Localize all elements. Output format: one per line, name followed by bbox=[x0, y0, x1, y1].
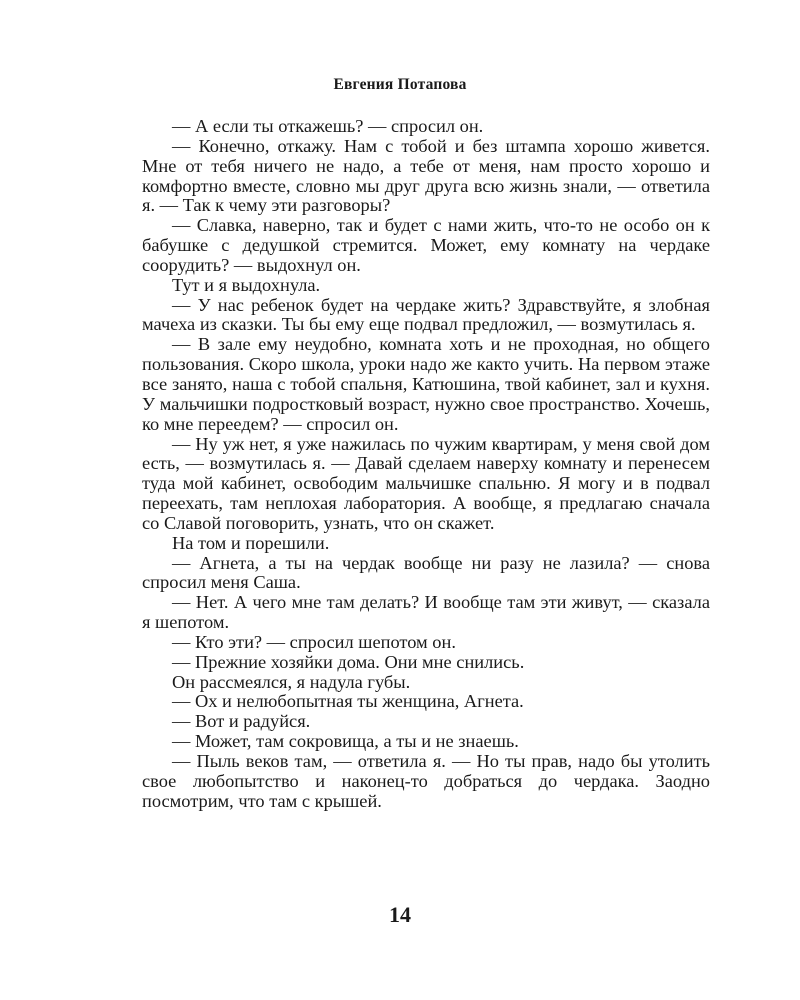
paragraph: — Ох и нелюбопытная ты женщина, Агнета. bbox=[172, 691, 524, 712]
paragraph: — Славка, наверно, так и будет с нами жить, что-то не особо он к бабушке с дедушкой стремится. Может, ему комнату на чердаке соорудить? — выдохнул он. bbox=[142, 215, 710, 275]
paragraph: — Агнета, а ты на чердак вообще ни разу не лазила? — снова спросил меня Саша. bbox=[142, 552, 710, 593]
paragraph: Он рассмеялся, я надула губы. bbox=[172, 671, 411, 692]
paragraph: — Нет. А чего мне там делать? И вообще там эти живут, — сказала я шепотом. bbox=[142, 592, 710, 633]
paragraph: — Может, там сокровища, а ты и не знаешь. bbox=[172, 731, 519, 752]
page-number: 14 bbox=[389, 902, 411, 927]
paragraph: — Ну уж нет, я уже нажилась по чужим квартирам, у меня свой дом есть, — возмутилась я. — Давай сделаем наверху комнату и перенесем туда мой кабинет, освободим мальчишке спальню. Я могу и в подвал переехать, там неплохая лаборатория. А вообще, я предлагаю сначала со Славой поговорить, узнать, что он скажет. bbox=[142, 433, 710, 533]
paragraph: — Пыль веков там, — ответила я. — Но ты прав, надо бы утолить свое любопытство и наконец-то добраться до чердака. Заодно посмотрим, что там с крышей. bbox=[142, 751, 710, 811]
paragraph: На том и порешили. bbox=[172, 532, 330, 553]
running-header-author: Евгения Потапова bbox=[333, 76, 467, 93]
paragraph: — Кто эти? — спросил шепотом он. bbox=[172, 631, 456, 652]
paragraph: — Вот и радуйся. bbox=[172, 711, 311, 732]
paragraph: — А если ты откажешь? — спросил он. bbox=[172, 116, 484, 136]
body-text bbox=[142, 117, 710, 812]
paragraph: — Конечно, откажу. Нам с тобой и без штампа хорошо живется. Мне от тебя ничего не надо, а тебе от меня, нам просто хорошо и комфортно вместе, словно мы друг друга всю жизнь знали, — ответила я. — Так к чему эти разговоры? bbox=[142, 135, 710, 216]
paragraph: — Прежние хозяйки дома. Они мне снились. bbox=[172, 651, 525, 672]
paragraph: — У нас ребенок будет на чердаке жить? Здравствуйте, я злобная мачеха из сказки. Ты бы ему еще подвал предложил, — возмутилась я. bbox=[142, 294, 710, 335]
paragraph: Тут и я выдохнула. bbox=[172, 274, 321, 295]
paragraph: — В зале ему неудобно, комната хоть и не проходная, но общего пользования. Скоро школа, уроки надо же както учить. На первом этаже все занято, наша с тобой спальня, Катюшина, твой кабинет, зал и кухня. У мальчишки подростковый возраст, нужно свое пространство. Хочешь, ко мне переедем? — спросил он. bbox=[142, 334, 710, 434]
